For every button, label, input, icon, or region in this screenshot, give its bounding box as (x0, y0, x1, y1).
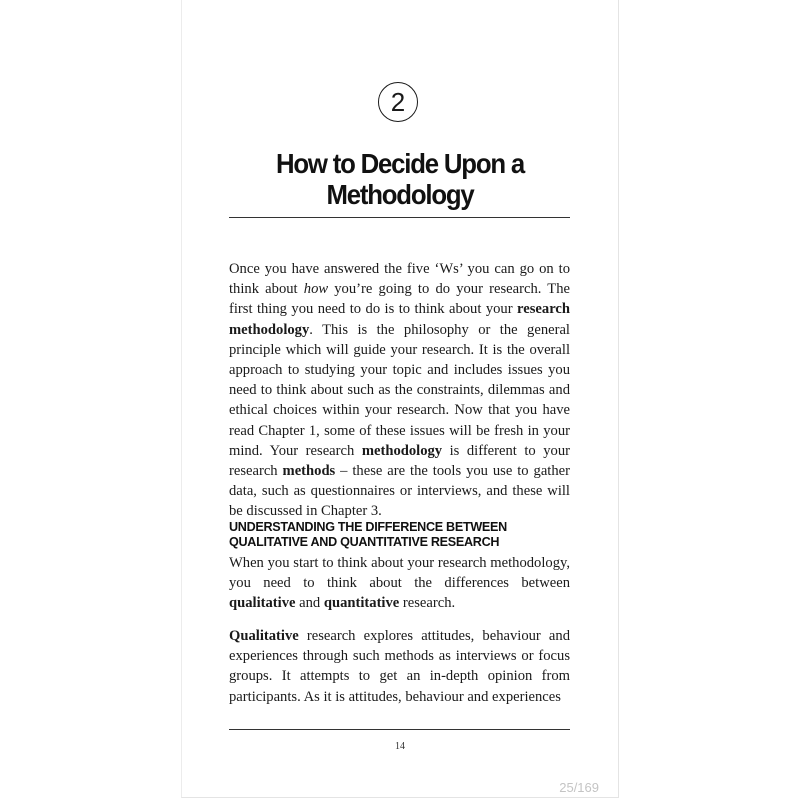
text-run: is different to your research (229, 442, 570, 480)
bold-term: Qualitative (229, 628, 299, 644)
book-page (181, 0, 619, 798)
chapter-number-badge (378, 82, 418, 122)
bold-term: quantitative (323, 595, 400, 612)
viewer-page-counter: 25/169 (559, 780, 599, 795)
text-run: you’re going to do your research. The first thing you need to do is to think about your (229, 281, 570, 318)
bold-term: qualitative (229, 595, 296, 612)
text-run: research. (399, 595, 456, 612)
text-run: research explores attitudes, behaviour and experiences through such methods as interviews or focus groups. It attempts to get an in-depth opinion from participants. As it is attitudes, behaviour and experiences (229, 628, 570, 705)
emphasis-run: how (303, 281, 329, 298)
title-divider (229, 217, 570, 218)
chapter-number: 2 (390, 86, 406, 117)
chapter-title: How to Decide Upon a Methodology (275, 148, 524, 210)
text-run: and (295, 595, 324, 612)
bold-term: research methodology (229, 301, 570, 338)
text-run: Once you have answered the five ‘Ws’ you can go on to think about (229, 261, 570, 298)
section-heading: UNDERSTANDING THE DIFFERENCE BETWEEN QUALITATIVE AND QUANTITATIVE RESEARCH (229, 520, 507, 549)
bold-term: methods (282, 463, 336, 480)
footer-divider (229, 729, 570, 730)
bold-term: methodology (361, 442, 443, 459)
text-run: . This is the philosophy or the general principle which will guide your research. It is the overall approach to studying your topic and includes issues you need to think about such as the constraints, dilemmas and ethical choices within your research. Now that you have read Chapter 1, some of these issues will be fresh in your mind. Your research (229, 321, 570, 459)
paragraph-qualitative (229, 626, 570, 707)
text-run: When you start to think about your research methodology, you need to think about the differences between (229, 555, 570, 592)
page-number: 14 (395, 741, 405, 752)
text-run: – these are the tools you use to gather data, such as questionnaires or interviews, and these will be discussed in Chapter 3. (229, 463, 570, 520)
paragraph-differences (229, 553, 570, 614)
paragraph-intro (229, 259, 570, 522)
